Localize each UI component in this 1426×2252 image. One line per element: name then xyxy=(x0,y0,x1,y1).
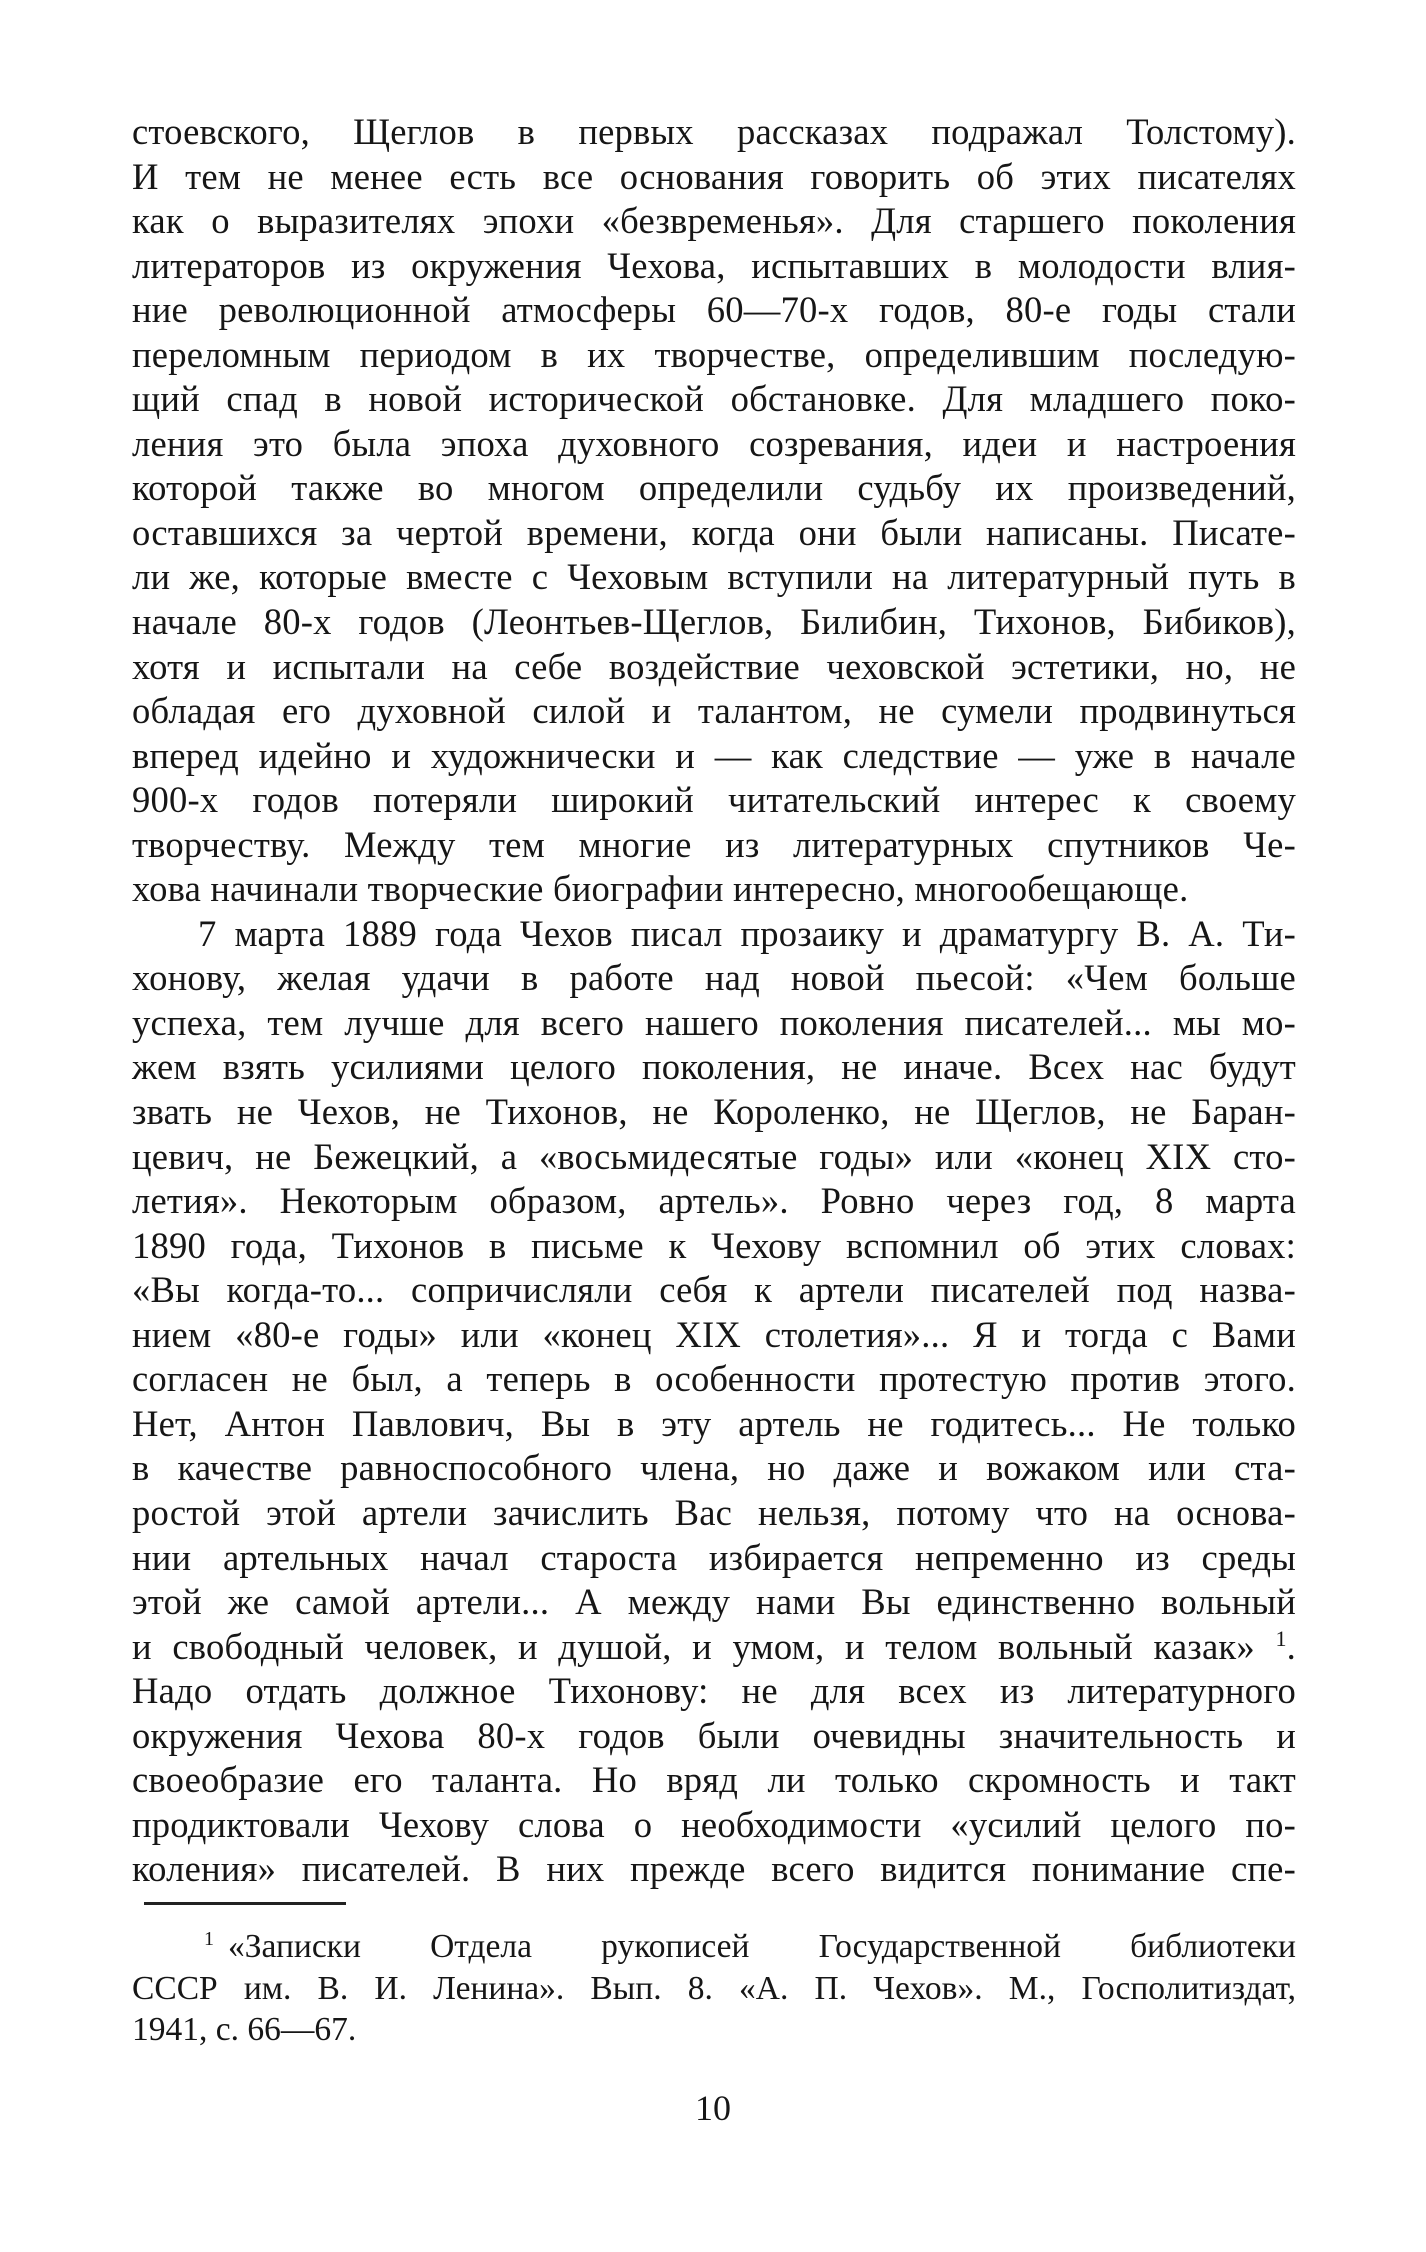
footnote-line: СССР им. В. И. Ленина». Вып. 8. «А. П. Чехов». М., Госполитиздат, xyxy=(132,1969,1296,2007)
text-line: 900-х годов потеряли широкий читательский интерес к своему xyxy=(132,779,1296,821)
text-line: литераторов из окружения Чехова, испытавших в молодости влия- xyxy=(132,244,1296,286)
text-line: нием «80-е годы» или «конец XIX столетия»... Я и тогда с Вами xyxy=(132,1313,1296,1355)
text-line: жем взять усилиями целого поколения, не иначе. Всех нас будут xyxy=(132,1046,1296,1088)
text-line: ние революционной атмосферы 60—70-х годов, 80-е годы стали xyxy=(132,289,1296,331)
sentence-end: . xyxy=(1286,1625,1296,1667)
footnote-reference: 1 xyxy=(1275,1625,1287,1651)
text-line: ли же, которые вместе с Чеховым вступили на литературный путь в xyxy=(132,556,1296,598)
footnote-line xyxy=(132,1926,1296,1968)
text-line: коления» писателей. В них прежде всего видится понимание спе- xyxy=(132,1848,1296,1890)
text-line: щий спад в новой исторической обстановке. Для младшего поко- xyxy=(132,378,1296,420)
text-line: вперед идейно и художнически и — как следствие — уже в начале xyxy=(132,734,1296,776)
footnote-line: 1941, с. 66—67. xyxy=(132,2011,357,2048)
text-line: своеобразие его таланта. Но вряд ли только скромность и такт xyxy=(132,1759,1296,1801)
text-line: окружения Чехова 80-х годов были очевидны значительность и xyxy=(132,1714,1296,1756)
text-line: переломным периодом в их творчестве, определившим последую- xyxy=(132,333,1296,375)
text-line: 1890 года, Тихонов в письме к Чехову вспомнил об этих словах: xyxy=(132,1224,1296,1266)
text-line: стоевского, Щеглов в первых рассказах подражал Толстому). xyxy=(132,111,1296,152)
text-line: хова начинали творческие биографии интересно, многообещающе. xyxy=(132,868,1189,910)
text-line: И тем не менее есть все основания говорить об этих писателях xyxy=(132,155,1296,197)
text-line: этой же самой артели... А между нами Вы единственно вольный xyxy=(132,1581,1296,1623)
text-line: творчеству. Между тем многие из литературных спутников Че- xyxy=(132,823,1296,865)
text-line: 7 марта 1889 года Чехов писал прозаику и драматургу В. А. Ти- xyxy=(198,912,1296,954)
page-number: 10 xyxy=(695,2088,731,2128)
text-line: оставшихся за чертой времени, когда они были написаны. Писате- xyxy=(132,511,1296,553)
text-line: Надо отдать должное Тихонову: не для всех из литературного xyxy=(132,1670,1296,1712)
text-line xyxy=(132,1625,1296,1670)
text-line: хонову, желая удачи в работе над новой пьесой: «Чем больше xyxy=(132,957,1296,999)
text-line: согласен не был, а теперь в особенности протестую против этого. xyxy=(132,1358,1296,1400)
text-line: «Вы когда-то... сопричисляли себя к артели писателей под назва- xyxy=(132,1269,1296,1311)
footnote-divider xyxy=(144,1902,346,1905)
text-line: ростой этой артели зачислить Вас нельзя, потому что на основа- xyxy=(132,1491,1296,1533)
text-line: обладая его духовной силой и талантом, не сумели продвинуться xyxy=(132,690,1296,732)
text-line: Нет, Антон Павлович, Вы в эту артель не годитесь... Не только xyxy=(132,1402,1296,1444)
footnote-marker: 1 xyxy=(204,1927,214,1950)
text-line: звать не Чехов, не Тихонов, не Короленко, не Щеглов, не Баран- xyxy=(132,1091,1296,1133)
text-line: ления это была эпоха духовного созревания, идеи и настроения xyxy=(132,422,1296,464)
footnote xyxy=(132,1926,1296,2051)
text-line: в качестве равноспособного члена, но даже и вожаком или ста- xyxy=(132,1447,1296,1489)
text-line: нии артельных начал староста избирается непременно из среды xyxy=(132,1536,1296,1578)
text-line: как о выразителях эпохи «безвременья». Для старшего поколения xyxy=(132,200,1296,242)
text-line: продиктовали Чехову слова о необходимости «усилий целого по- xyxy=(132,1803,1296,1845)
footnote-text: «Записки Отдела рукописей Государственной библиотеки xyxy=(228,1928,1296,1965)
text-line-content: и свободный человек, и душой, и умом, и телом вольный казак» xyxy=(132,1625,1255,1667)
text-line: которой также во многом определили судьбу их произведений, xyxy=(132,467,1296,509)
text-line: летия». Некоторым образом, артель». Ровно через год, 8 марта xyxy=(132,1180,1296,1222)
text-line: успеха, тем лучше для всего нашего поколения писателей... мы мо- xyxy=(132,1001,1296,1043)
main-text xyxy=(132,110,1296,1892)
text-line: хотя и испытали на себе воздействие чеховской эстетики, но, не xyxy=(132,645,1296,687)
text-line: начале 80-х годов (Леонтьев-Щеглов, Билибин, Тихонов, Бибиков), xyxy=(132,601,1296,643)
text-line: цевич, не Бежецкий, а «восьмидесятые годы» или «конец XIX сто- xyxy=(132,1135,1296,1177)
